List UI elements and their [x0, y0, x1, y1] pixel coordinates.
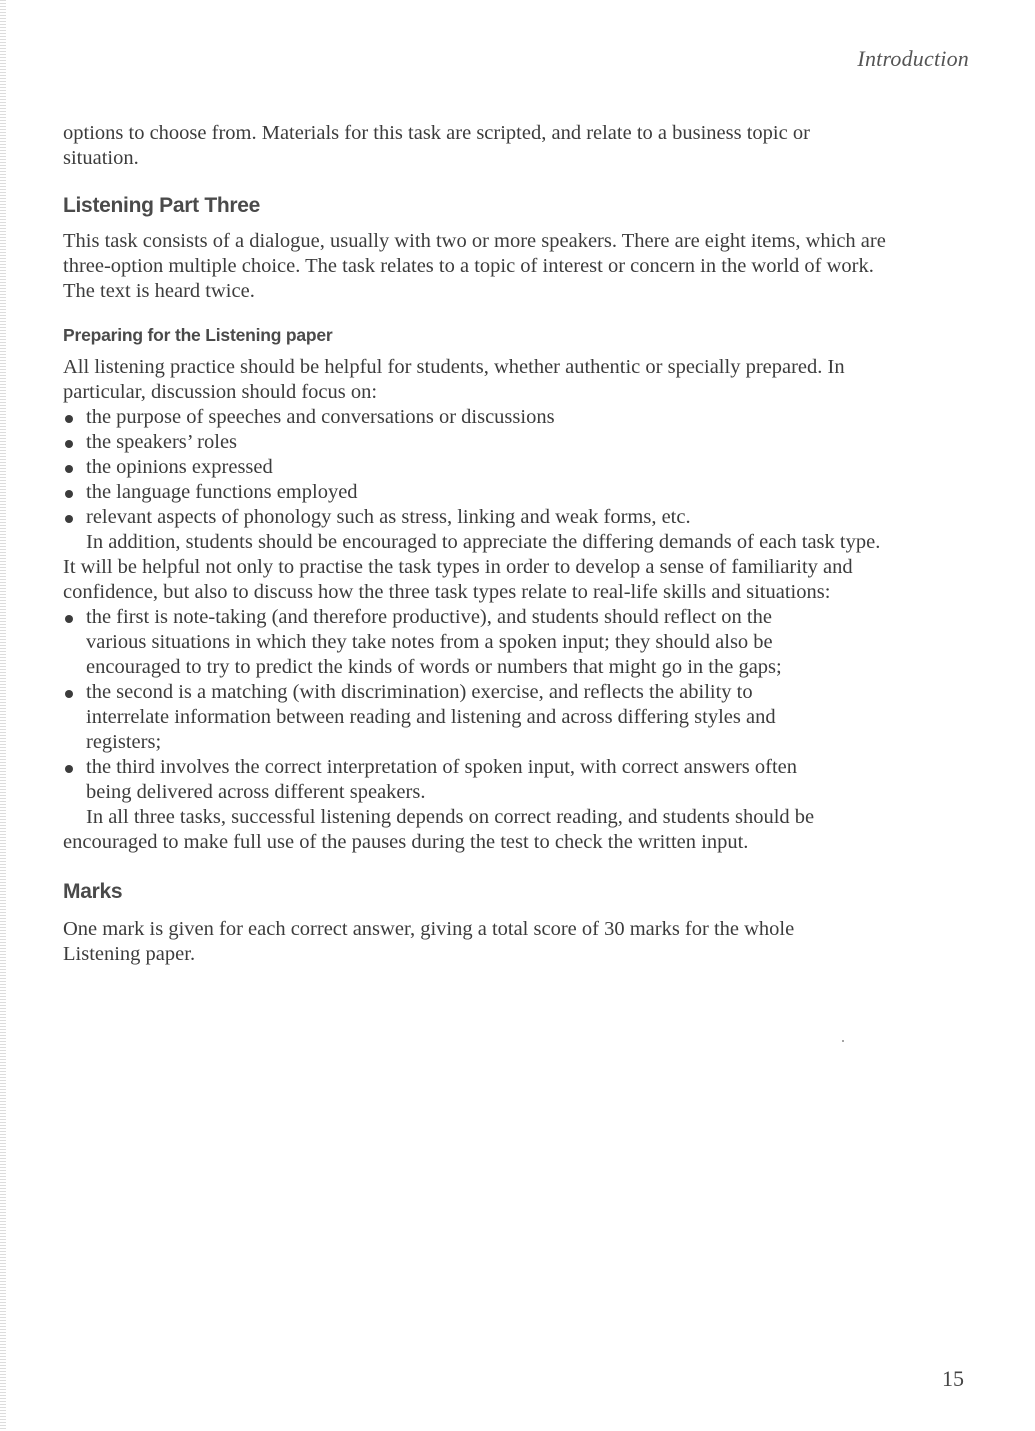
preparing-addition: In addition, students should be encouraged to appreciate the differing demands of each task type. It will be helpful not only to practise the task types in order to develop a sense of familiarity and confidence, but also to discuss how the three task types relate to real-life skills and situations:: [63, 531, 881, 603]
task-type-item: the second is a matching (with discrimination) exercise, and reflects the ability to interrelate information between reading and listening and across differing styles and registers;: [63, 680, 833, 755]
focus-point: the opinions expressed: [63, 455, 893, 480]
task-type-item: the first is note-taking (and therefore productive), and students should reflect on the various situations in which they take notes from a spoken input; they should also be encouraged to try to predict the kinds of words or numbers that might go in the gaps;: [63, 605, 833, 680]
heading-preparing: Preparing for the Listening paper: [63, 325, 333, 345]
intro-continuation: options to choose from. Materials for this task are scripted, and relate to a business topic or situation.: [63, 122, 810, 169]
heading-marks: Marks: [63, 880, 123, 903]
focus-points-list: [63, 405, 893, 530]
scan-speck: [842, 1040, 844, 1042]
heading-listening-part-three: Listening Part Three: [63, 194, 261, 217]
focus-point: the speakers’ roles: [63, 430, 893, 455]
marks-body: One mark is given for each correct answer, giving a total score of 30 marks for the whole Listening paper.: [63, 918, 795, 965]
scan-edge: [0, 0, 6, 1431]
page-content: [63, 121, 893, 967]
task-type-item: the third involves the correct interpretation of spoken input, with correct answers often being delivered across different speakers.: [63, 755, 833, 805]
running-head: Introduction: [857, 46, 969, 71]
focus-point: the purpose of speeches and conversations or discussions: [63, 405, 893, 430]
page-number: 15: [942, 1366, 964, 1391]
preparing-conclusion: In all three tasks, successful listening depends on correct reading, and students should be encouraged to make full use of the pauses during the test to check the written input.: [63, 806, 815, 853]
focus-point: the language functions employed: [63, 480, 893, 505]
task-types-list: [63, 605, 833, 805]
focus-point: relevant aspects of phonology such as stress, linking and weak forms, etc.: [63, 505, 893, 530]
part-three-body: This task consists of a dialogue, usually with two or more speakers. There are eight items, which are three-option multiple choice. The task relates to a topic of interest or concern in the world of work. The text is heard twice.: [63, 230, 886, 302]
preparing-intro: All listening practice should be helpful for students, whether authentic or specially prepared. In particular, discussion should focus on:: [63, 356, 845, 403]
